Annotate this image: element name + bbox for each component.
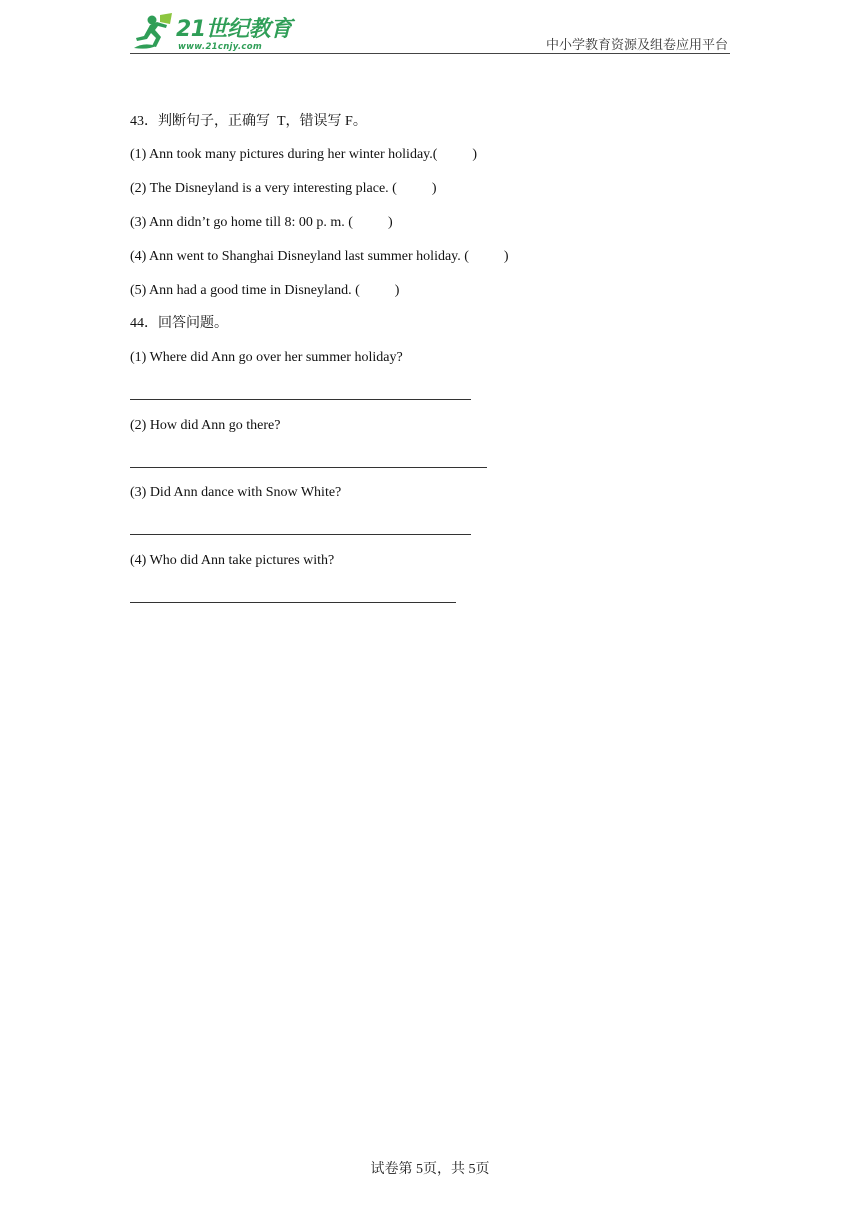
platform-title: 中小学教育资源及组卷应用平台	[545, 37, 728, 52]
question-44-item-3: (3) Did Ann dance with Snow White?	[130, 485, 342, 500]
answer-line-1[interactable]	[130, 399, 471, 400]
answer-line-2[interactable]	[130, 467, 487, 468]
answer-line-4[interactable]	[130, 602, 456, 603]
question-43-item-5: (5) Ann had a good time in Disneyland. ( )	[130, 283, 400, 298]
header-divider	[130, 53, 730, 54]
question-43-title: 43．判断句子，正确写 T，错误写 F。	[130, 114, 367, 129]
question-44-item-1: (1) Where did Ann go over her summer holiday?	[130, 350, 403, 365]
logo-text: 21世纪教育	[176, 17, 292, 42]
page-footer: 试卷第 5页，共 5页	[370, 1162, 490, 1177]
runner-logo-icon	[130, 12, 176, 54]
logo-url: www.21cnjy.com	[178, 42, 262, 52]
page-header	[130, 10, 730, 56]
question-44-item-2: (2) How did Ann go there?	[130, 418, 281, 433]
question-44-title: 44．回答问题。	[130, 316, 228, 331]
question-43-item-3: (3) Ann didn’t go home till 8: 00 p. m. ( )	[130, 215, 393, 230]
question-44-item-4: (4) Who did Ann take pictures with?	[130, 553, 335, 568]
question-43-item-1: (1) Ann took many pictures during her winter holiday.( )	[130, 147, 478, 162]
question-43-item-4: (4) Ann went to Shanghai Disneyland last summer holiday. ( )	[130, 249, 509, 264]
logo	[130, 12, 300, 54]
question-43-item-2: (2) The Disneyland is a very interesting place. ( )	[130, 181, 437, 196]
answer-line-3[interactable]	[130, 534, 471, 535]
